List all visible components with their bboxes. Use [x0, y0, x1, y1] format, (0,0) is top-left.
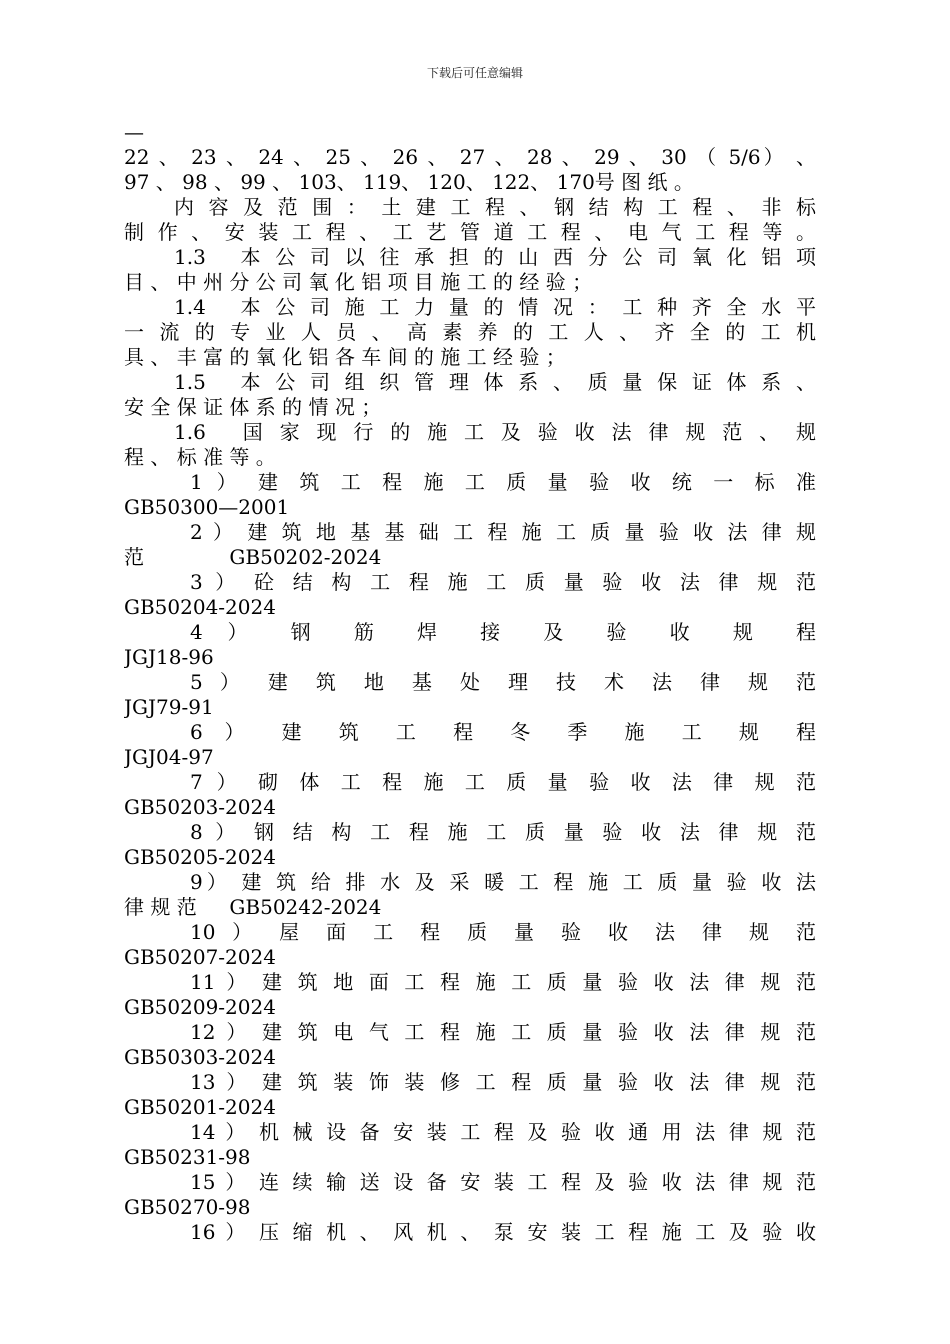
text-line: GB50303-2024: [124, 1045, 276, 1069]
text-line: 1.4 本 公 司 施 工 力 量 的 情 况 ： 工 种 齐 全 水 平: [174, 295, 816, 319]
text-line: 程 、 标 准 等 。: [124, 445, 276, 469]
text-line: GB50207-2024: [124, 945, 276, 969]
text-line: 12 ） 建 筑 电 气 工 程 施 工 质 量 验 收 法 律 规 范: [190, 1020, 816, 1044]
text-line: 4 ） 钢 筋 焊 接 及 验 收 规 程: [190, 620, 816, 644]
text-line: 1.5 本 公 司 组 织 管 理 体 系 、 质 量 保 证 体 系 、: [174, 370, 816, 394]
text-line: 制 作 、 安 装 工 程 、 工 艺 管 道 工 程 、 电 气 工 程 等 。: [124, 220, 816, 244]
text-line: 安 全 保 证 体 系 的 情 况 ；: [124, 395, 382, 419]
text-line: GB50205-2024: [124, 845, 276, 869]
text-line: 范 GB50202-2024: [124, 545, 382, 569]
text-line: 1 ） 建 筑 工 程 施 工 质 量 验 收 统 一 标 准: [190, 470, 816, 494]
text-line: JGJ04-97: [124, 745, 214, 769]
text-line: GB50300—2001: [124, 495, 290, 519]
text-line: 97 、 98 、 99 、 103、 119、 120、 122、 170号 图 纸 。: [124, 170, 694, 194]
page-header: 下载后可任意编辑: [426, 66, 523, 80]
text-line: 16 ） 压 缩 机 、 风 机 、 泵 安 装 工 程 施 工 及 验 收: [190, 1220, 816, 1244]
text-line: 2 ） 建 筑 地 基 基 础 工 程 施 工 质 量 验 收 法 律 规: [190, 520, 816, 544]
text-line: 目 、 中 州 分 公 司 氧 化 铝 项 目 施 工 的 经 验 ；: [124, 270, 593, 294]
text-line: 7 ） 砌 体 工 程 施 工 质 量 验 收 法 律 规 范: [190, 770, 816, 794]
text-line: GB50270-98: [124, 1195, 251, 1219]
text-line: 11 ） 建 筑 地 面 工 程 施 工 质 量 验 收 法 律 规 范: [190, 970, 816, 994]
text-line: 3 ） 砼 结 构 工 程 施 工 质 量 验 收 法 律 规 范: [190, 570, 816, 594]
text-line: 8 ） 钢 结 构 工 程 施 工 质 量 验 收 法 律 规 范: [190, 820, 816, 844]
text-line: GB50209-2024: [124, 995, 276, 1019]
text-line: 内 容 及 范 围 ： 土 建 工 程 、 钢 结 构 工 程 、 非 标: [174, 195, 816, 219]
text-line: 5 ） 建 筑 地 基 处 理 技 术 法 律 规 范: [190, 670, 816, 694]
text-line: 律 规 范 GB50242-2024: [124, 895, 382, 919]
text-line: 1.6 国 家 现 行 的 施 工 及 验 收 法 律 规 范 、 规: [174, 420, 816, 444]
text-line: JGJ18-96: [124, 645, 214, 669]
text-line: 6 ） 建 筑 工 程 冬 季 施 工 规 程: [190, 720, 816, 744]
text-line: 一 流 的 专 业 人 员 、 高 素 养 的 工 人 、 齐 全 的 工 机: [124, 320, 816, 344]
text-line: —: [124, 120, 144, 144]
text-line: 具 、 丰 富 的 氧 化 铝 各 车 间 的 施 工 经 验 ；: [124, 345, 566, 369]
text-line: 22 、 23 、 24 、 25 、 26 、 27 、 28 、 29 、 30 （ 5/6） 、: [124, 145, 816, 169]
text-line: GB50201-2024: [124, 1095, 276, 1119]
document-body: [124, 120, 816, 1245]
text-line: GB50204-2024: [124, 595, 276, 619]
text-line: 15 ） 连 续 输 送 设 备 安 装 工 程 及 验 收 法 律 规 范: [190, 1170, 816, 1194]
text-line: 9） 建 筑 给 排 水 及 采 暖 工 程 施 工 质 量 验 收 法: [190, 870, 816, 894]
text-line: GB50231-98: [124, 1145, 251, 1169]
text-line: 1.3 本 公 司 以 往 承 担 的 山 西 分 公 司 氧 化 铝 项: [174, 245, 816, 269]
text-line: 10 ） 屋 面 工 程 质 量 验 收 法 律 规 范: [190, 920, 816, 944]
text-line: 14 ） 机 械 设 备 安 装 工 程 及 验 收 通 用 法 律 规 范: [190, 1120, 816, 1144]
text-line: JGJ79-91: [124, 695, 214, 719]
text-line: 13 ） 建 筑 装 饰 装 修 工 程 质 量 验 收 法 律 规 范: [190, 1070, 816, 1094]
text-line: GB50203-2024: [124, 795, 276, 819]
